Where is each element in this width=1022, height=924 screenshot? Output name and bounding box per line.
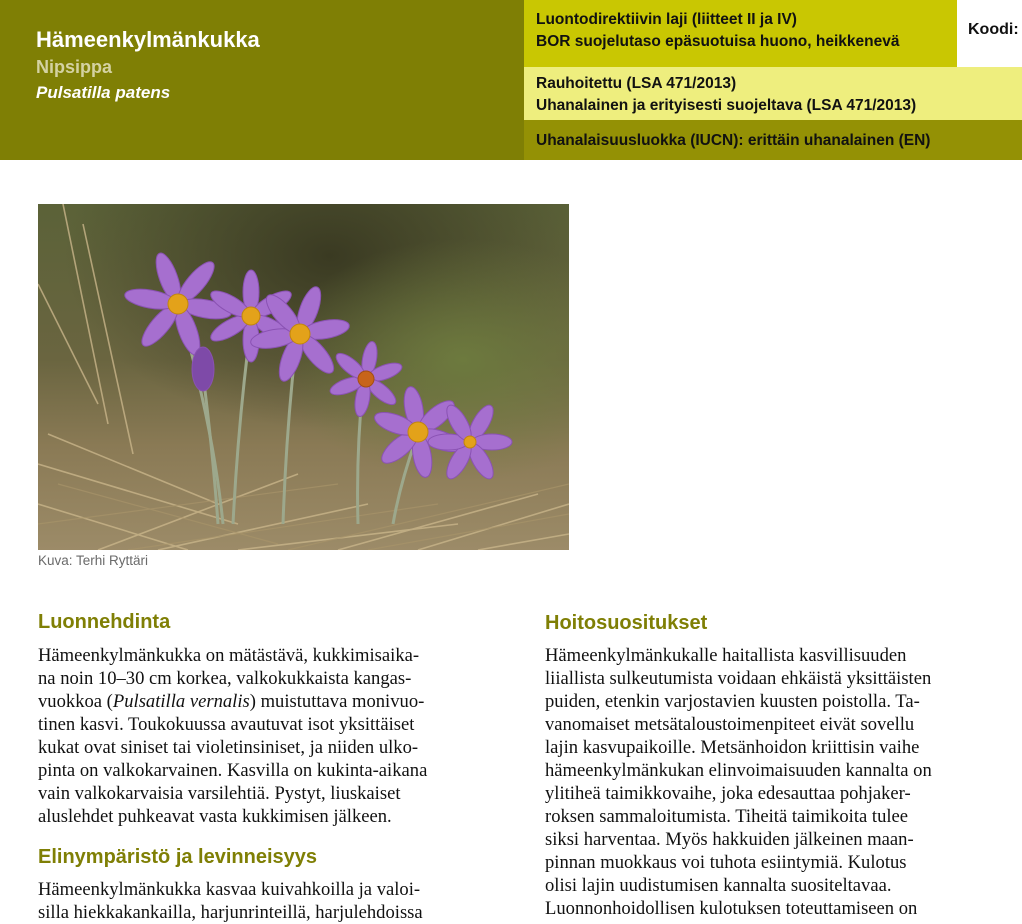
status-line: Luontodirektiivin laji (liitteet II ja IV): [536, 11, 797, 28]
status-box-iucn: [524, 120, 1022, 160]
text-line: pinnan muokkaus voi tuhota esiintymiä. Kulotus: [545, 852, 907, 873]
species-header: [0, 0, 524, 160]
text-line: aluslehdet puhkeavat vasta kukkimisen jälkeen.: [38, 806, 392, 827]
text-line: tinen kasvi. Toukokuussa avautuvat isot yksittäiset: [38, 714, 415, 735]
status-line: Uhanalaisuusluokka (IUCN): erittäin uhanalainen (EN): [536, 132, 931, 149]
text-line: Luonnonhoidollisen kulotuksen toteuttamiseen on: [545, 898, 918, 919]
care-text: [545, 644, 932, 920]
text-line: Hämeenkylmänkukka kasvaa kuivahkoilla ja valoi-: [38, 879, 421, 900]
species-photo: [38, 204, 569, 550]
text-line: hämeenkylmänkukan elinvoimaisuuden kannalta on: [545, 760, 932, 781]
code-box: [957, 0, 1022, 67]
status-line: Rauhoitettu (LSA 471/2013): [536, 75, 737, 92]
section-heading-description: Luonnehdinta: [38, 611, 171, 633]
section-heading-care: Hoitosuositukset: [545, 612, 708, 634]
status-box-directive: [524, 0, 957, 67]
text-line: lajin kasvupaikoille. Metsänhoidon kriittisin vaihe: [545, 737, 920, 758]
latin-name: Pulsatilla patens: [36, 83, 171, 102]
text-line: pinta on valkokarvainen. Kasvilla on kukinta-aikana: [38, 760, 428, 781]
text-line: Hämeenkylmänkukalle haitallista kasvillisuuden: [545, 645, 907, 666]
code-label: Koodi:: [968, 21, 1019, 38]
text-line: na noin 10–30 cm korkea, valkokukkaista kangas-: [38, 668, 412, 689]
text-line: puiden, etenkin varjostavien kuusten poistolla. Ta-: [545, 691, 920, 712]
text-line: vain valkokarvaisia varsilehtiä. Pystyt, liuskaiset: [38, 783, 401, 804]
text-line: olisi lajin uudistumisen kannalta suositeltavaa.: [545, 875, 892, 896]
latin-term: Pulsatilla vernalis: [112, 691, 250, 712]
photo-caption: Kuva: Terhi Ryttäri: [38, 553, 149, 568]
finnish-name: Nipsippa: [36, 57, 113, 77]
status-box-protection: [524, 67, 1022, 120]
text-line: ylitiheä taimikkovaihe, joka edesauttaa pohjaker-: [545, 783, 911, 804]
status-line: Uhanalainen ja erityisesti suojeltava (LSA 471/2013): [536, 97, 917, 114]
text-line: siksi harventaa. Myös hakkuiden jälkeinen maan-: [545, 829, 914, 850]
text-fragment: ) muistuttava monivuo-: [249, 691, 425, 712]
text-line: silla hiekkakankailla, harjunrinteillä, harjulehdoissa: [38, 902, 423, 923]
text-line: kukat ovat siniset tai violetinsiniset, ja niiden ulko-: [38, 737, 419, 758]
habitat-text: [38, 878, 423, 924]
text-line: roksen sammaloitumista. Tiheitä taimikoita tulee: [545, 806, 909, 827]
description-text: [38, 644, 427, 828]
status-line: BOR suojelutaso epäsuotuisa huono, heikkenevä: [536, 33, 900, 50]
species-title: Hämeenkylmänkukka: [36, 27, 260, 52]
text-line: liiallista sulkeutumista voidaan ehkäistä yksittäisten: [545, 668, 932, 689]
section-heading-habitat: Elinympäristö ja levinneisyys: [38, 846, 318, 868]
text-line: Hämeenkylmänkukka on mätästävä, kukkimisaika-: [38, 645, 420, 666]
text-line: vanomaiset metsätaloustoimenpiteet eivät sovellu: [545, 714, 915, 735]
text-line: [38, 690, 427, 713]
text-fragment: vuokkoa (: [38, 691, 113, 712]
